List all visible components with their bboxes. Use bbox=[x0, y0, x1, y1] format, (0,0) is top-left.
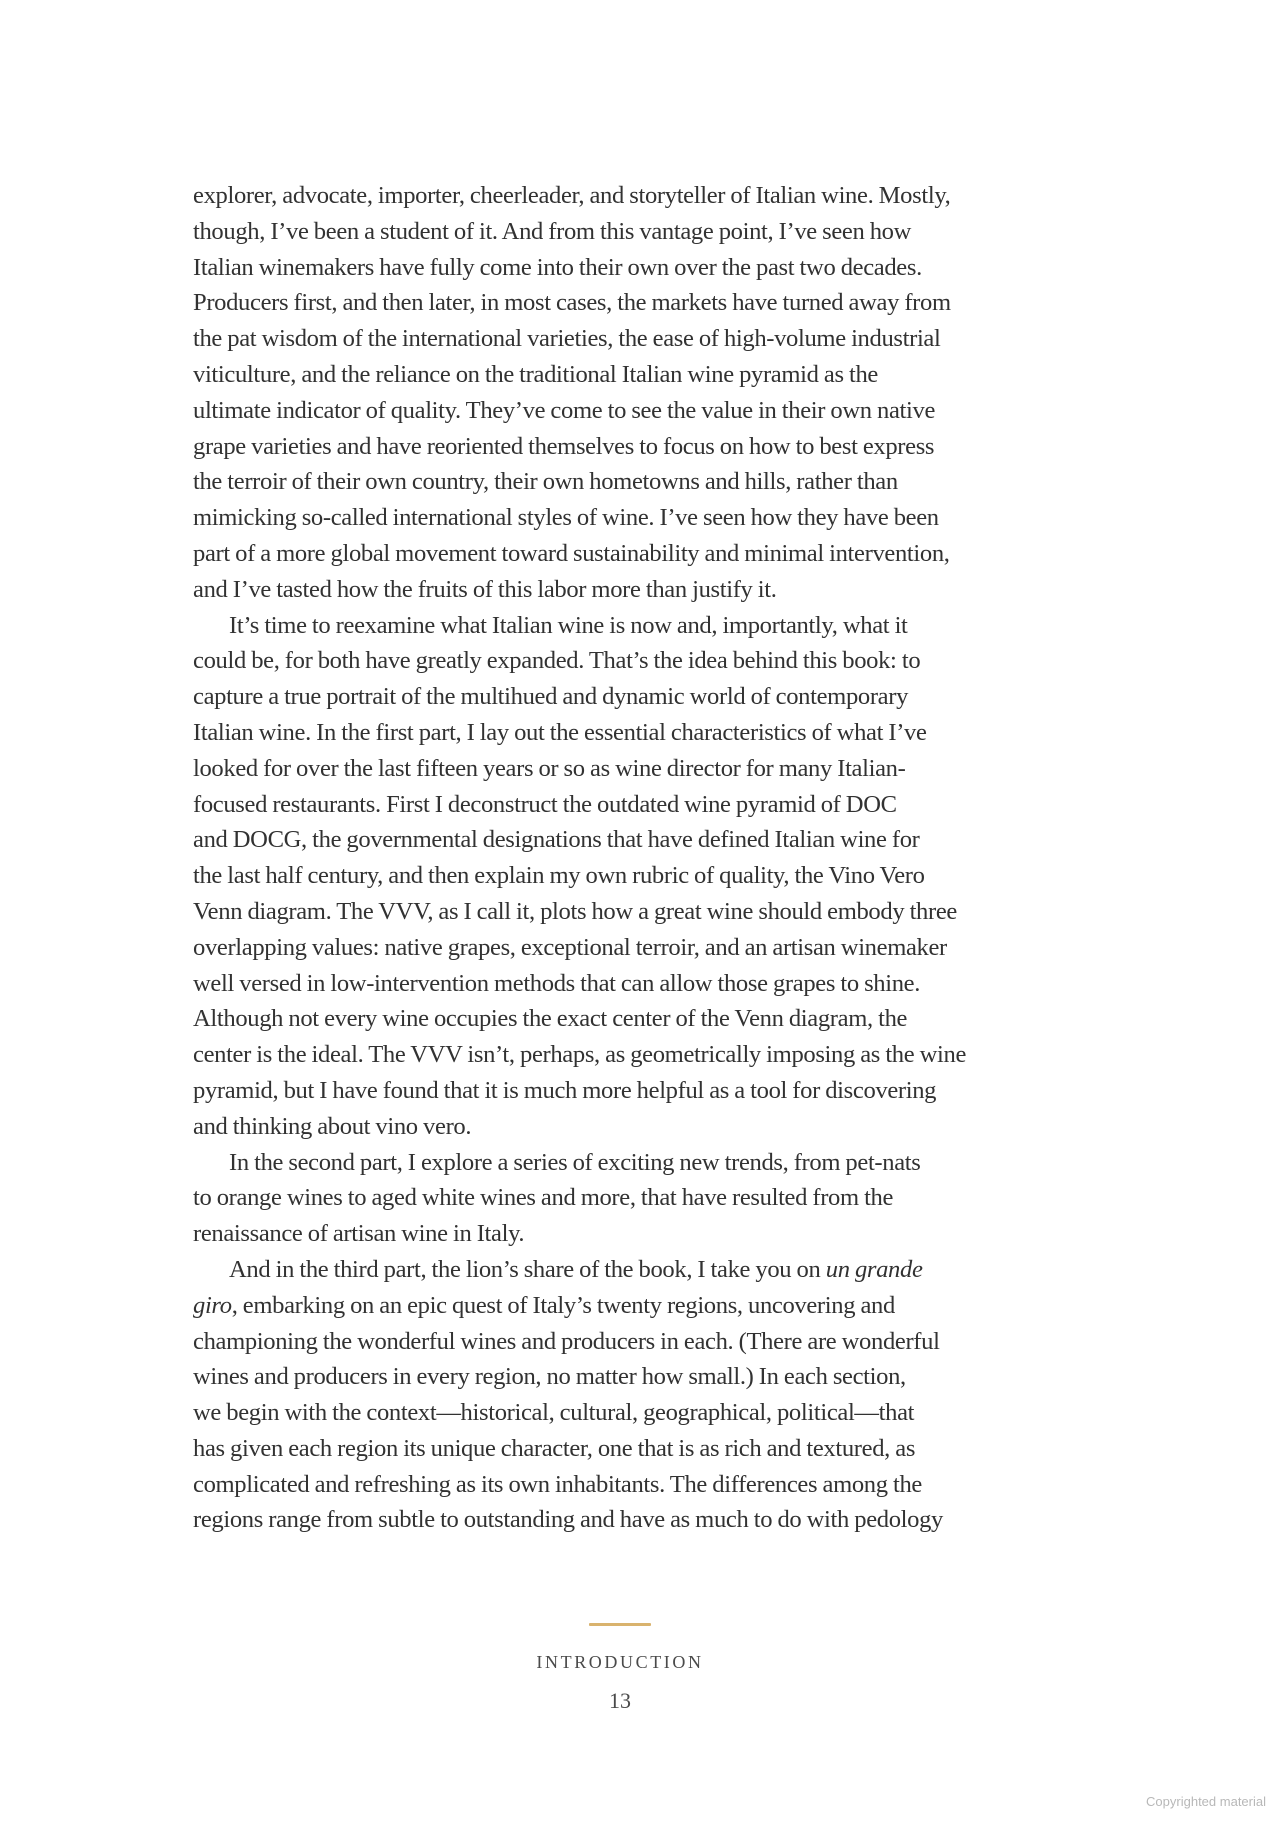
text-line: mimicking so-called international styles of wine. I’ve seen how they have been bbox=[193, 504, 939, 532]
text-line: and I’ve tasted how the fruits of this labor more than justify it. bbox=[193, 575, 777, 603]
text-line: grape varieties and have reoriented themselves to focus on how to best express bbox=[193, 432, 935, 460]
text-line: could be, for both have greatly expanded. That’s the idea behind this book: to bbox=[193, 647, 921, 675]
running-footer-section: INTRODUCTION bbox=[536, 1652, 704, 1672]
text-line: pyramid, but I have found that it is much more helpful as a tool for discovering bbox=[193, 1076, 937, 1104]
text-line: and DOCG, the governmental designations that have defined Italian wine for bbox=[193, 826, 920, 854]
italic-phrase: un grande bbox=[825, 1255, 923, 1283]
text-run: , embarking on an epic quest of Italy’s twenty regions, uncovering and bbox=[231, 1291, 895, 1319]
page-number: 13 bbox=[609, 1688, 631, 1713]
paragraph-2 bbox=[193, 608, 1025, 1145]
text-line: It’s time to reexamine what Italian wine is now and, importantly, what it bbox=[229, 611, 908, 639]
text-line: part of a more global movement toward sustainability and minimal intervention, bbox=[193, 539, 950, 567]
footer-gold-rule bbox=[589, 1623, 651, 1626]
text-line: wines and producers in every region, no matter how small.) In each section, bbox=[193, 1363, 906, 1391]
text-line: the terroir of their own country, their own hometowns and hills, rather than bbox=[193, 468, 898, 496]
text-line: the last half century, and then explain my own rubric of quality, the Vino Vero bbox=[193, 862, 925, 890]
text-line: Although not every wine occupies the exact center of the Venn diagram, the bbox=[193, 1005, 908, 1033]
text-line: Producers first, and then later, in most cases, the markets have turned away from bbox=[193, 289, 951, 317]
text-line: renaissance of artisan wine in Italy. bbox=[193, 1220, 525, 1248]
text-line: we begin with the context—historical, cultural, geographical, political—that bbox=[193, 1399, 915, 1427]
text-line: center is the ideal. The VVV isn’t, perhaps, as geometrically imposing as the wine bbox=[193, 1041, 967, 1069]
text-line: the pat wisdom of the international varieties, the ease of high-volume industrial bbox=[193, 325, 941, 353]
text-line: Venn diagram. The VVV, as I call it, plots how a great wine should embody three bbox=[193, 897, 957, 925]
text-line: well versed in low-intervention methods that can allow those grapes to shine. bbox=[193, 969, 921, 997]
text-run: And in the third part, the lion’s share of the book, I take you on bbox=[229, 1255, 826, 1283]
text-line: though, I’ve been a student of it. And from this vantage point, I’ve seen how bbox=[193, 217, 912, 245]
text-line: championing the wonderful wines and producers in each. (There are wonderful bbox=[193, 1327, 940, 1355]
italic-phrase: giro bbox=[193, 1291, 232, 1319]
text-line: In the second part, I explore a series of exciting new trends, from pet-nats bbox=[229, 1148, 921, 1176]
text-line: explorer, advocate, importer, cheerleader, and storyteller of Italian wine. Mostly, bbox=[193, 182, 951, 209]
text-line: has given each region its unique character, one that is as rich and textured, as bbox=[193, 1434, 916, 1462]
text-line: Italian wine. In the first part, I lay out the essential characteristics of what I’ve bbox=[193, 718, 927, 746]
text-line: regions range from subtle to outstanding and have as much to do with pedology bbox=[193, 1506, 943, 1534]
text-line: focused restaurants. First I deconstruct the outdated wine pyramid of DOC bbox=[193, 790, 897, 818]
text-line bbox=[193, 1252, 1025, 1288]
text-line: viticulture, and the reliance on the traditional Italian wine pyramid as the bbox=[193, 360, 878, 388]
text-line: Italian winemakers have fully come into their own over the past two decades. bbox=[193, 253, 922, 281]
text-line: overlapping values: native grapes, exceptional terroir, and an artisan winemaker bbox=[193, 933, 947, 961]
text-line: and thinking about vino vero. bbox=[193, 1112, 472, 1140]
paragraph-1 bbox=[193, 178, 1025, 608]
text-line: to orange wines to aged white wines and more, that have resulted from the bbox=[193, 1184, 894, 1212]
body-text bbox=[193, 178, 1025, 1538]
text-line: ultimate indicator of quality. They’ve come to see the value in their own native bbox=[193, 396, 936, 424]
paragraph-3 bbox=[193, 1145, 1025, 1252]
text-line bbox=[193, 1288, 1025, 1324]
text-line: looked for over the last fifteen years or so as wine director for many Italian- bbox=[193, 754, 906, 782]
copyright-watermark: Copyrighted material bbox=[1146, 1794, 1266, 1809]
text-line: capture a true portrait of the multihued and dynamic world of contemporary bbox=[193, 683, 909, 711]
text-line: complicated and refreshing as its own inhabitants. The differences among the bbox=[193, 1470, 922, 1498]
paragraph-4 bbox=[193, 1252, 1025, 1538]
